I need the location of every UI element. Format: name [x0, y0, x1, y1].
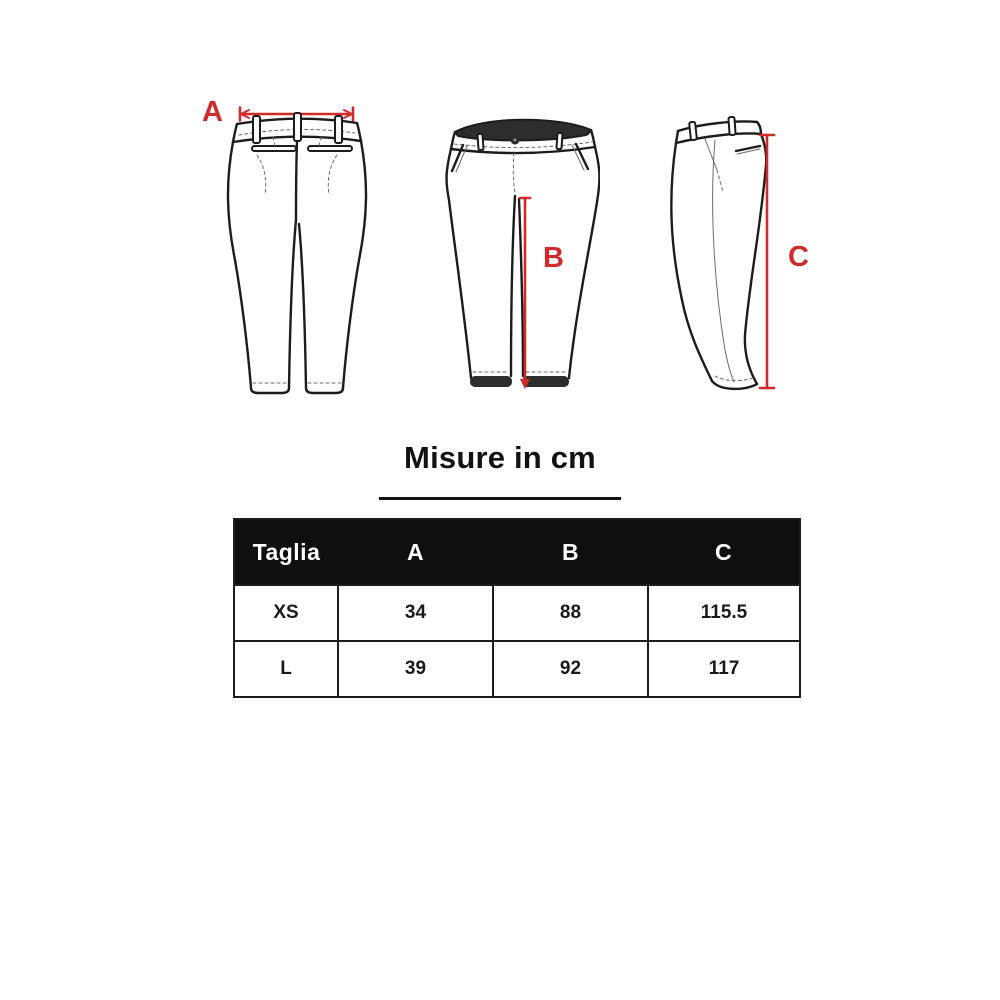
size-table [233, 518, 801, 698]
value-cell: 34 [338, 585, 493, 641]
measurement-label-a: A [202, 96, 223, 128]
value-cell: 88 [493, 585, 648, 641]
pants-back-view-diagram [195, 95, 370, 405]
size-row-l [234, 641, 800, 697]
size-row-xs [234, 585, 800, 641]
size-table-header-row [234, 519, 800, 585]
value-cell: 115.5 [648, 585, 800, 641]
page-title: Misure in cm [404, 440, 596, 475]
column-header-taglia: Taglia [234, 519, 338, 585]
value-cell: 92 [493, 641, 648, 697]
pants-side-view-diagram [665, 110, 810, 400]
size-cell: L [234, 641, 338, 697]
pants-front-view-diagram [440, 108, 600, 403]
size-cell: XS [234, 585, 338, 641]
title-underline [379, 497, 621, 500]
value-cell: 39 [338, 641, 493, 697]
column-header-b: B [493, 519, 648, 585]
measurement-label-c: C [788, 241, 809, 273]
value-cell: 117 [648, 641, 800, 697]
measurement-label-b: B [543, 242, 564, 274]
column-header-a: A [338, 519, 493, 585]
column-header-c: C [648, 519, 800, 585]
outer-length-line-c [760, 135, 774, 388]
